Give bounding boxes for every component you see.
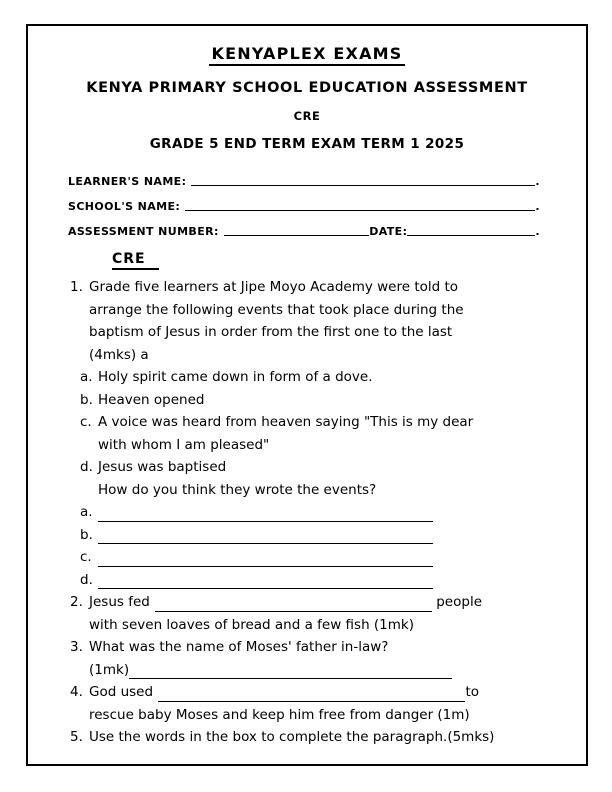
line-terminator: .	[535, 200, 540, 213]
question-5-line-1	[70, 726, 586, 749]
learner-name-blank-line	[191, 185, 535, 186]
option-letter: c.	[80, 414, 92, 430]
question-1-option-c	[80, 411, 586, 434]
date-blank-line	[407, 235, 535, 236]
subject-line: CRE	[293, 109, 321, 123]
question-1-option-d	[80, 456, 586, 479]
answer-blank-line	[98, 588, 433, 589]
section-heading-cre: CRE	[112, 251, 159, 270]
question-text: Jesus fed	[89, 594, 150, 610]
answer-blank-line	[98, 521, 433, 522]
question-2-line-2: with seven loaves of bread and a few fish (1mk)	[89, 616, 415, 633]
question-text-after-blank: to	[465, 684, 479, 700]
question-number: 2.	[70, 594, 83, 610]
candidate-details-form	[28, 163, 586, 238]
question-1-answer-line-c	[80, 546, 433, 569]
assessment-number-label: ASSESSMENT NUMBER:	[68, 225, 219, 238]
question-1-option-b	[80, 389, 586, 412]
line-terminator: .	[535, 175, 540, 188]
school-name-blank-line	[185, 210, 535, 211]
question-number: 5.	[70, 729, 83, 745]
date-label: DATE:	[369, 225, 408, 238]
answer-letter: c.	[80, 549, 92, 565]
question-number: 3.	[70, 639, 83, 655]
exam-term-line: GRADE 5 END TERM EXAM TERM 1 2025	[149, 136, 465, 152]
learner-name-row	[68, 163, 540, 188]
option-letter: a.	[80, 369, 93, 385]
answer-letter: b.	[80, 526, 93, 543]
question-number: 1.	[70, 279, 83, 295]
learner-name-label: LEARNER'S NAME:	[68, 175, 187, 188]
question-1-line-4: (4mks) a	[89, 346, 149, 363]
question-text: God used	[89, 684, 154, 700]
assessment-number-blank-line	[224, 235, 369, 236]
option-text: Jesus was baptised	[98, 459, 227, 475]
exam-brand-title: KENYAPLEX EXAMS	[209, 44, 404, 66]
question-text: What was the name of Moses' father in-law?	[89, 639, 389, 655]
answer-letter: a.	[80, 504, 93, 520]
question-text: Grade five learners at Jipe Moyo Academy were told to	[89, 279, 459, 295]
marks-label: (1mk)	[89, 661, 130, 678]
option-letter: d.	[80, 459, 93, 475]
question-3-blank-line	[129, 678, 452, 679]
option-text: Heaven opened	[98, 391, 205, 408]
question-1-option-a	[80, 366, 586, 389]
question-2-line-1	[70, 591, 482, 614]
question-1-option-c-line-2: with whom I am pleased"	[98, 436, 270, 453]
question-1-answer-line-b	[80, 524, 433, 547]
question-1-prompt: How do you think they wrote the events?	[98, 481, 377, 498]
question-1-answer-line-a	[80, 501, 433, 524]
assessment-number-row	[68, 213, 540, 238]
answer-blank-line	[98, 543, 433, 544]
question-3-line-1	[70, 636, 586, 659]
question-2-blank-line	[155, 611, 432, 612]
option-letter: b.	[80, 391, 93, 408]
option-text: Holy spirit came down in form of a dove.	[98, 369, 373, 385]
school-name-label: SCHOOL'S NAME:	[68, 200, 181, 213]
line-terminator: .	[535, 225, 540, 238]
question-4-line-1	[70, 681, 479, 704]
question-4-line-2: rescue baby Moses and keep him free from danger (1m)	[89, 706, 470, 723]
school-name-row	[68, 188, 540, 213]
exam-header	[28, 26, 586, 152]
question-3-line-2	[89, 659, 452, 682]
exam-page-border	[26, 24, 588, 766]
answer-blank-line	[98, 566, 433, 567]
question-1-answer-line-d	[80, 569, 433, 592]
questions-list	[28, 276, 586, 749]
question-1-line-3: baptism of Jesus in order from the first one to the last	[89, 324, 453, 340]
question-text-after-blank: people	[436, 594, 482, 610]
option-text: A voice was heard from heaven saying "This is my dear	[98, 414, 474, 430]
answer-letter: d.	[80, 571, 93, 588]
question-text: Use the words in the box to complete the paragraph.(5mks)	[89, 729, 495, 745]
question-1-line-1	[70, 276, 586, 299]
question-number: 4.	[70, 684, 83, 700]
exam-subtitle: KENYA PRIMARY SCHOOL EDUCATION ASSESSMENT	[86, 80, 528, 96]
question-1-line-2: arrange the following events that took place during the	[89, 301, 464, 318]
question-4-blank-line	[158, 701, 465, 702]
